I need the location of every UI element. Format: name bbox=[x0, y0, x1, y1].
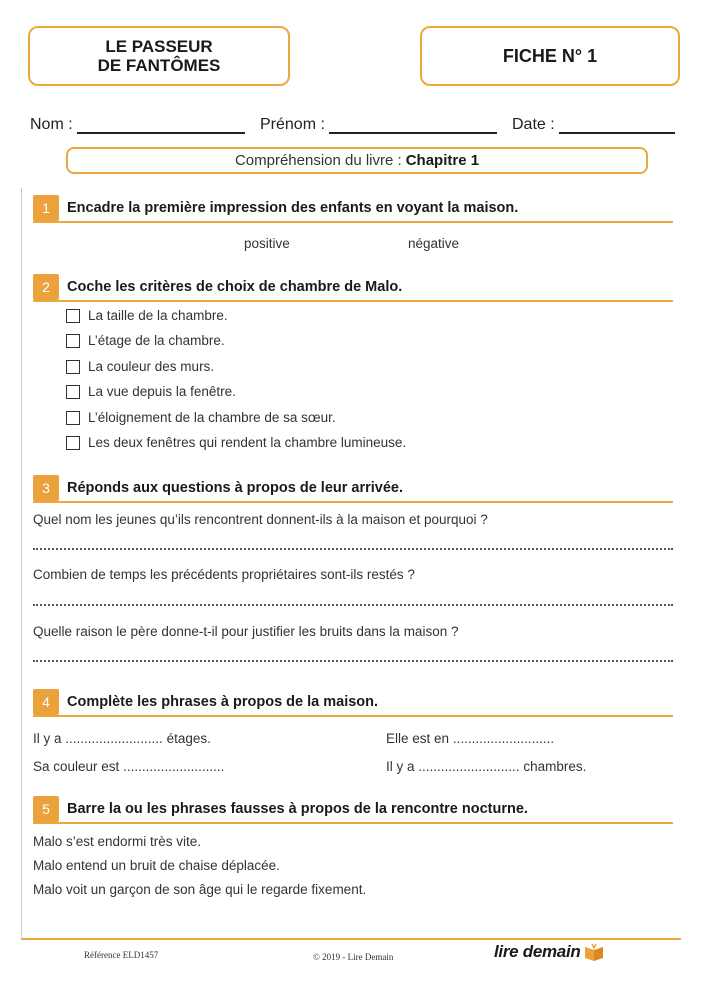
criteria-label: La taille de la chambre. bbox=[88, 308, 228, 323]
question-2-header bbox=[33, 274, 673, 302]
sentence-suffix: étages. bbox=[166, 731, 211, 746]
criteria-item[interactable] bbox=[66, 410, 336, 425]
criteria-item[interactable] bbox=[66, 384, 236, 399]
sentence-prefix: Il y a bbox=[33, 731, 62, 746]
date-line[interactable] bbox=[559, 118, 675, 134]
checkbox[interactable] bbox=[66, 411, 80, 425]
question-2-number: 2 bbox=[33, 274, 59, 300]
question-4-text: Complète les phrases à propos de la maison. bbox=[67, 694, 379, 710]
prenom-label: Prénom : bbox=[260, 116, 325, 133]
question-3-text: Réponds aux questions à propos de leur arrivée. bbox=[67, 480, 404, 496]
question-5-text: Barre la ou les phrases fausses à propos de la rencontre nocturne. bbox=[67, 801, 528, 817]
book-icon bbox=[583, 942, 605, 962]
question-1-header bbox=[33, 195, 673, 223]
criteria-label: L’éloignement de la chambre de sa sœur. bbox=[88, 410, 336, 425]
criteria-item[interactable] bbox=[66, 308, 228, 323]
chapter-name: Chapitre 1 bbox=[405, 152, 480, 169]
statement-1[interactable]: Malo s’est endormi très vite. bbox=[33, 834, 202, 849]
option-negative[interactable]: négative bbox=[408, 236, 460, 251]
question-3-number: 3 bbox=[33, 475, 59, 501]
answer-line-1[interactable] bbox=[33, 548, 673, 550]
question-1-number: 1 bbox=[33, 195, 59, 221]
criteria-item[interactable] bbox=[66, 333, 225, 348]
question-1-text: Encadre la première impression des enfants en voyant la maison. bbox=[67, 200, 519, 216]
book-title-line2: DE FANTÔMES bbox=[97, 56, 221, 75]
criteria-label: Les deux fenêtres qui rendent la chambre lumineuse. bbox=[88, 435, 407, 450]
blank-dots[interactable]: ........................... bbox=[452, 731, 555, 746]
sub-question-2: Combien de temps les précédents propriétaires sont-ils restés ? bbox=[33, 567, 415, 582]
statement-2[interactable]: Malo entend un bruit de chaise déplacée. bbox=[33, 858, 280, 873]
lire-demain-logo bbox=[494, 942, 605, 962]
sentence-elle-est-en[interactable] bbox=[386, 731, 554, 746]
copyright-text: © 2019 - Lire Demain bbox=[313, 952, 394, 962]
blank-dots[interactable]: .......................... bbox=[65, 731, 163, 746]
question-3-header bbox=[33, 475, 673, 503]
sentence-prefix: Il y a bbox=[386, 759, 415, 774]
blank-dots[interactable]: ........................... bbox=[123, 759, 225, 774]
checkbox[interactable] bbox=[66, 360, 80, 374]
option-positive[interactable]: positive bbox=[244, 236, 290, 251]
blank-dots[interactable]: ........................... bbox=[418, 759, 520, 774]
book-title-line1: LE PASSEUR bbox=[105, 37, 213, 56]
date-field[interactable] bbox=[512, 116, 675, 134]
chapter-banner bbox=[66, 147, 648, 174]
criteria-item[interactable] bbox=[66, 435, 406, 450]
fiche-number: FICHE N° 1 bbox=[502, 45, 598, 66]
question-2-text: Coche les critères de choix de chambre de Malo. bbox=[67, 279, 403, 295]
question-4-header bbox=[33, 689, 673, 717]
answer-line-3[interactable] bbox=[33, 660, 673, 662]
question-4-number: 4 bbox=[33, 689, 59, 715]
sentence-chambres[interactable] bbox=[386, 759, 586, 774]
sentence-prefix: Sa couleur est bbox=[33, 759, 120, 774]
chapter-prefix: Compréhension du livre : bbox=[234, 152, 402, 169]
reference-text: Référence ELD1457 bbox=[84, 950, 159, 960]
sentence-couleur[interactable] bbox=[33, 759, 224, 774]
question-5-number: 5 bbox=[33, 796, 59, 822]
criteria-item[interactable] bbox=[66, 359, 214, 374]
date-label: Date : bbox=[512, 116, 555, 133]
criteria-label: L’étage de la chambre. bbox=[88, 333, 225, 348]
book-title-box bbox=[28, 26, 290, 86]
nom-label: Nom : bbox=[30, 116, 73, 133]
nom-field[interactable] bbox=[30, 116, 245, 134]
sub-question-3: Quelle raison le père donne-t-il pour justifier les bruits dans la maison ? bbox=[33, 624, 459, 639]
answer-line-2[interactable] bbox=[33, 604, 673, 606]
checkbox[interactable] bbox=[66, 334, 80, 348]
nom-line[interactable] bbox=[77, 118, 245, 134]
fiche-number-box bbox=[420, 26, 680, 86]
sentence-suffix: chambres. bbox=[523, 759, 587, 774]
question-5-header bbox=[33, 796, 673, 824]
prenom-line[interactable] bbox=[329, 118, 497, 134]
checkbox[interactable] bbox=[66, 385, 80, 399]
sub-question-1: Quel nom les jeunes qu’ils rencontrent donnent-ils à la maison et pourquoi ? bbox=[33, 512, 488, 527]
statement-3[interactable]: Malo voit un garçon de son âge qui le regarde fixement. bbox=[33, 882, 367, 897]
sentence-prefix: Elle est en bbox=[386, 731, 450, 746]
checkbox[interactable] bbox=[66, 309, 80, 323]
checkbox[interactable] bbox=[66, 436, 80, 450]
sentence-etages[interactable] bbox=[33, 731, 211, 746]
criteria-label: La couleur des murs. bbox=[88, 359, 215, 374]
prenom-field[interactable] bbox=[260, 116, 497, 134]
criteria-label: La vue depuis la fenêtre. bbox=[88, 384, 236, 399]
logo-text: lire demain bbox=[494, 942, 581, 961]
